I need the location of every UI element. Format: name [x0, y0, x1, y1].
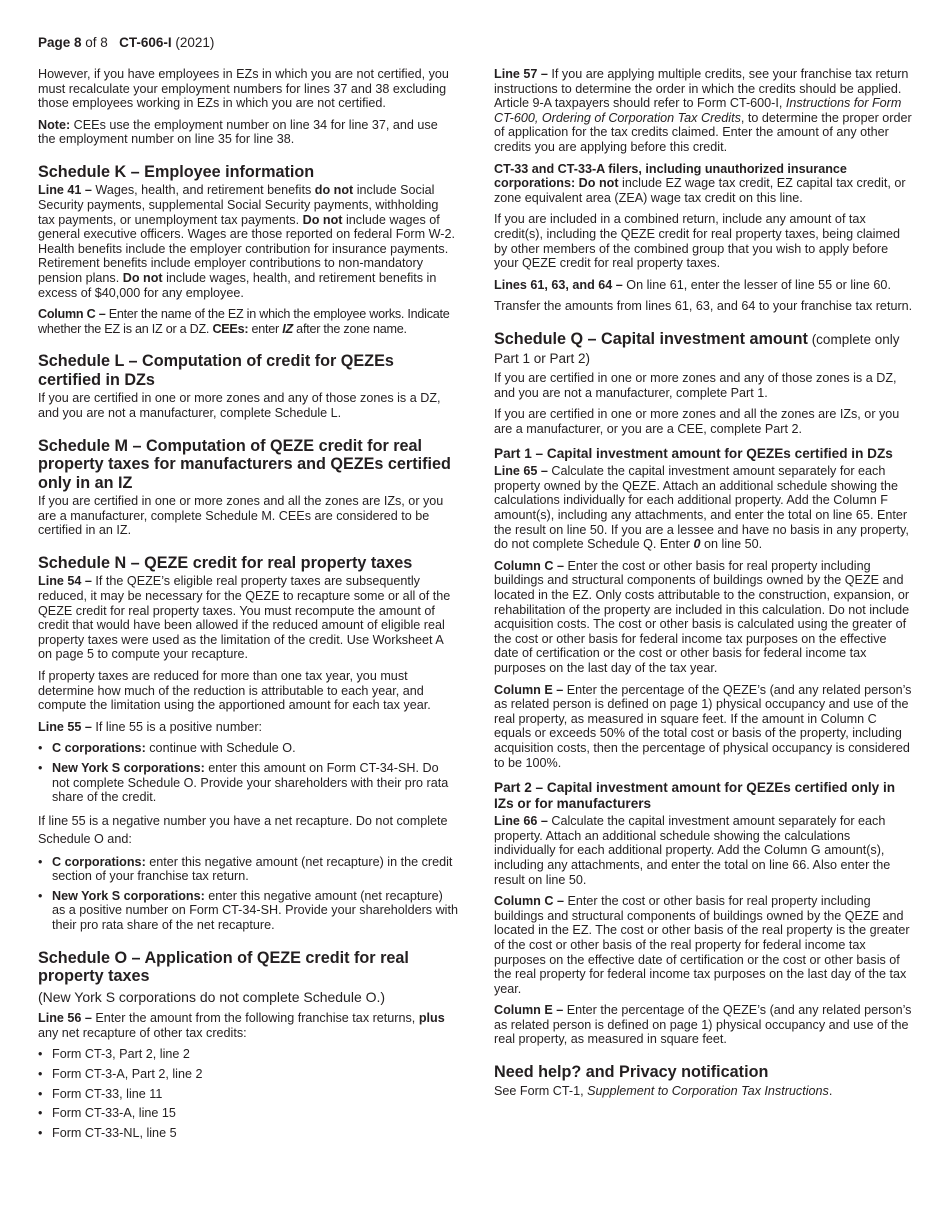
italic-title: Instructions for Form CT-600, Ordering of Corporation Tax Credits [494, 96, 902, 125]
text: include wages, health, and retirement benefits in excess of $40,000 for any employee. [38, 271, 437, 300]
transfer-paragraph: Transfer the amounts from lines 61, 63, and 64 to your franchise tax return. [494, 299, 913, 314]
text: include wages of general executive officers. Wages are those reported on federal Form W-2. Health benefits include the employer contribution for insurance payments. Retirement benefits include employer contributions to non-mandatory pension plans. [38, 212, 455, 286]
text: enter this amount on Form CT-34-SH. Do not complete Schedule O. Provide your shareholders with their pro rata share of the credit. [52, 760, 449, 805]
line-41-paragraph [38, 183, 458, 300]
schedule-k-heading: Schedule K – Employee information [38, 162, 315, 181]
emphasis: CT-33 and CT-33-A filers, including unauthorized insurance corporations: [494, 161, 847, 191]
schedule-m-paragraph: If you are certified in one or more zones and all the zones are IZs, or you are a manufacturer, complete Schedule M. CEEs are considered to be certified in an IZ. [38, 494, 444, 538]
text: Enter the percentage of the QEZE’s (and any related person’s as related person is defined on page 1) physical occupancy and use of the real property, as measured in square feet. If the amount in Column C equals or exceeds 50% of the total cost or basis of the property, including acquisition costs, then the percentage of physical occupancy is considered to be 100%. [494, 682, 912, 770]
form-year: (2021) [171, 35, 215, 50]
emphasis: IZ [282, 321, 293, 336]
emphasis: Do not [302, 212, 343, 227]
line-label: Lines 61, 63, and 64 – [494, 277, 623, 292]
text: Enter the cost or other basis for real property including buildings and structural components of buildings owned by the QEZE and located in the EZ. Only costs attributable to the construction, expansion, or rehabilitation of the property are included in this calculation. Do not include acquisition costs. The cost or other basis is calculated using the greater of the cost or other basis for federal income tax purposes on the effective date of certification or the cost or other basis for federal income tax purposes on the last day of the tax year. [494, 558, 910, 675]
emphasis: 0 [693, 537, 701, 552]
line-label: Line 65 – [494, 464, 548, 479]
line-66-paragraph [494, 814, 914, 887]
line-55-paragraph [38, 720, 458, 735]
part-2-heading: Part 2 – Capital investment amount for QEZEs certified only in IZs or for manufacturers [494, 780, 896, 812]
text: enter this negative amount (net recapture) in the credit section of your franchise tax return. [52, 854, 453, 884]
column-c-paragraph [38, 307, 458, 336]
list-item [38, 889, 458, 933]
schedule-q-paragraph-1: If you are certified in one or more zones and any of those zones is a DZ, and you are not a manufacturer, complete Part 1. [494, 370, 897, 400]
list-item: • Form CT-3, Part 2, line 2 [38, 1047, 458, 1062]
line-label: Column C – [494, 894, 564, 909]
form-number: CT-606-I [119, 35, 172, 50]
emphasis: do not [314, 183, 354, 198]
part-1-heading: Part 1 – Capital investment amount for QEZEs certified in DZs [494, 446, 893, 462]
text: Calculate the capital investment amount separately for each property owned by the QEZE. Attach an additional schedule showing the calculations individually for each additional property. Add the Column F amount(s), including any attachments, and enter the total on line 65. Enter the result on line 50. If you are a lessee and have no basis in any property, do not complete Schedule Q. Enter [494, 464, 909, 552]
emphasis: New York S corporations: [52, 760, 205, 775]
line-57-paragraph [494, 67, 914, 155]
emphasis: CEEs: [212, 321, 249, 336]
combined-return-paragraph: If you are included in a combined return, include any amount of tax credit(s), including the QEZE credit for real property taxes, being claimed by other members of the combined group that you wish to apply before your QEZE credit for real property taxes. [494, 212, 900, 271]
line-label: Line 56 – [38, 1011, 92, 1026]
list-item [38, 855, 458, 884]
text: If you are applying multiple credits, see your franchise tax return instructions to determine the order in which the credits should be applied. Article 9-A taxpayers should refer to Form CT-600-I, [494, 67, 909, 111]
text: enter this negative amount (net recapture) as a positive number on Form CT-34-SH. Provide your shareholders with their pro rata share of the net recapture. [52, 888, 458, 933]
text: , to determine the proper order of application for the tax credits claimed. Enter the amount of any other credits you are applying before this credit. [494, 110, 912, 154]
page-number: Page 8 [38, 35, 82, 50]
schedule-o-heading: Schedule O – Application of QEZE credit for real property taxes [38, 948, 409, 986]
line-label: Column C – [38, 307, 106, 322]
schedule-o-subtitle: (New York S corporations do not complete Schedule O.) [38, 988, 386, 1005]
page-total: of 8 [81, 35, 108, 50]
schedule-l-paragraph: If you are certified in one or more zones and any of those zones is a DZ, and you are not a manufacturer, complete Schedule L. [38, 391, 441, 420]
list-item [38, 741, 458, 756]
emphasis: Do not [122, 271, 163, 286]
text: Enter the amount from the following franchise tax returns, [91, 1011, 419, 1026]
text: . [828, 1083, 833, 1098]
line-65-paragraph [494, 464, 914, 552]
negative-line-55-paragraph: If line 55 is a negative number you have a net recapture. Do not complete Schedule O and: [38, 813, 448, 846]
line-label: Line 54 – [38, 574, 92, 589]
text: continue with Schedule O. [145, 741, 296, 756]
intro-paragraph: However, if you have employees in EZs in which you are not certified, you must recalculate your employment numbers for lines 37 and 38 excluding those employees working in EZs in which you are not certified. [38, 67, 449, 111]
list-item: • Form CT-33-A, line 15 [38, 1106, 458, 1121]
part-2-column-c-paragraph [494, 894, 914, 996]
text: If the QEZE’s eligible real property taxes are subsequently reduced, it may be necessary for the QEZE to recapture some or all of the QEZE credit for real property taxes. You must recompute the amount of credit that would have been allowed if the reduced amount of eligible real property taxes were used as the limitation of the credit. Use Worksheet A on page 5 to compute your recapture. [38, 574, 451, 662]
text: Calculate the capital investment amount separately for each property. Attach an additional schedule showing the calculations individually for each additional property. Add the Column G amount(s), including any attachments, and enter the total on line 66. Also enter the result on line 50. [494, 814, 891, 887]
line-label: Column E – [494, 1003, 564, 1018]
emphasis: C corporations: [52, 854, 146, 869]
text: include Social Security payments, supplemental Social Security payments, withholding tax payments, or unemployment tax payments. [38, 183, 439, 227]
schedule-q-paragraph-2: If you are certified in one or more zones and all the zones are IZs, or you are a manufacturer, or you are a CEE, complete Part 2. [494, 407, 900, 436]
text: Enter the name of the EZ in which the employee works. Indicate whether the EZ is an IZ or a DZ. [38, 307, 450, 336]
part-1-column-e-paragraph [494, 683, 914, 771]
schedule-m-heading: Schedule M – Computation of QEZE credit for real property taxes for manufacturers and QEZEs certified only in an IZ [38, 436, 451, 492]
left-column [38, 67, 458, 1147]
list-item: • Form CT-3-A, Part 2, line 2 [38, 1067, 458, 1082]
heading-subtitle: (complete only Part 1 or Part 2) [494, 331, 900, 367]
text: enter [248, 321, 283, 336]
positive-line-55-list [38, 741, 458, 804]
line-56-paragraph [38, 1011, 458, 1040]
text: Enter the cost or other basis for real property including buildings and structural components of buildings owned by the QEZE and located in the EZ. The cost or other basis of the real property is the greater of the cost or other basis of the real property for federal income tax purposes on the effective date of certification or the cost or other basis of the real property for federal income tax purposes on the last day of the tax year. [494, 894, 910, 996]
apportion-paragraph: If property taxes are reduced for more than one tax year, you must determine how much of the reduction is attributable to each year, and compute the limitation using the apportioned amount for each tax year. [38, 668, 431, 713]
line-label: Line 55 – [38, 719, 92, 734]
text: See Form CT-1, [494, 1083, 588, 1098]
emphasis: C corporations: [52, 741, 146, 756]
line-label: Line 66 – [494, 814, 548, 829]
text: If line 55 is a positive number: [91, 719, 263, 734]
line-label: Line 41 – [38, 183, 92, 198]
emphasis: plus [418, 1011, 445, 1026]
note-paragraph [38, 118, 458, 147]
part-1-column-c-paragraph [494, 559, 914, 676]
emphasis: Do not [575, 176, 619, 191]
list-item: • Form CT-33-NL, line 5 [38, 1126, 458, 1141]
text: Wages, health, and retirement benefits [91, 183, 315, 198]
text: any net recapture of other tax credits: [38, 1025, 247, 1040]
italic-title: Supplement to Corporation Tax Instructions [587, 1083, 829, 1098]
text: include EZ wage tax credit, EZ capital tax credit, or zone equivalent area (ZEA) wage tax credit on this line. [494, 176, 906, 205]
line-label: Column C – [494, 558, 564, 573]
heading-text: Schedule Q – Capital investment amount [494, 329, 808, 348]
line-54-paragraph [38, 574, 458, 662]
lines-61-63-64-paragraph [494, 278, 914, 293]
list-item: • Form CT-33, line 11 [38, 1087, 458, 1102]
ct33-paragraph [494, 162, 914, 206]
schedule-n-heading: Schedule N – QEZE credit for real property taxes [38, 553, 413, 572]
page-header [38, 35, 214, 50]
text: on line 50. [700, 537, 763, 552]
part-2-column-e-paragraph [494, 1003, 914, 1047]
text: On line 61, enter the lesser of line 55 or line 60. [622, 277, 891, 292]
note-text: CEEs use the employment number on line 34 for line 37, and use the employment number on line 35 for line 38. [38, 117, 438, 147]
line-label: Column E – [494, 682, 564, 697]
text: Enter the percentage of the QEZE’s (and any related person’s as related person is defined on page 1) physical occupancy and use of the real property, as measured in square feet. [494, 1003, 912, 1047]
forms-list [38, 1047, 458, 1140]
schedule-q-heading [494, 330, 914, 369]
text: after the zone name. [292, 321, 407, 336]
need-help-heading: Need help? and Privacy notification [494, 1063, 769, 1082]
note-label: Note: [38, 117, 71, 132]
emphasis: New York S corporations: [52, 888, 205, 903]
right-column [494, 67, 914, 1105]
need-help-paragraph [494, 1084, 914, 1099]
list-item [38, 761, 458, 805]
line-label: Line 57 – [494, 67, 548, 81]
negative-line-55-list [38, 855, 458, 933]
schedule-l-heading: Schedule L – Computation of credit for QEZEs certified in DZs [38, 352, 394, 389]
